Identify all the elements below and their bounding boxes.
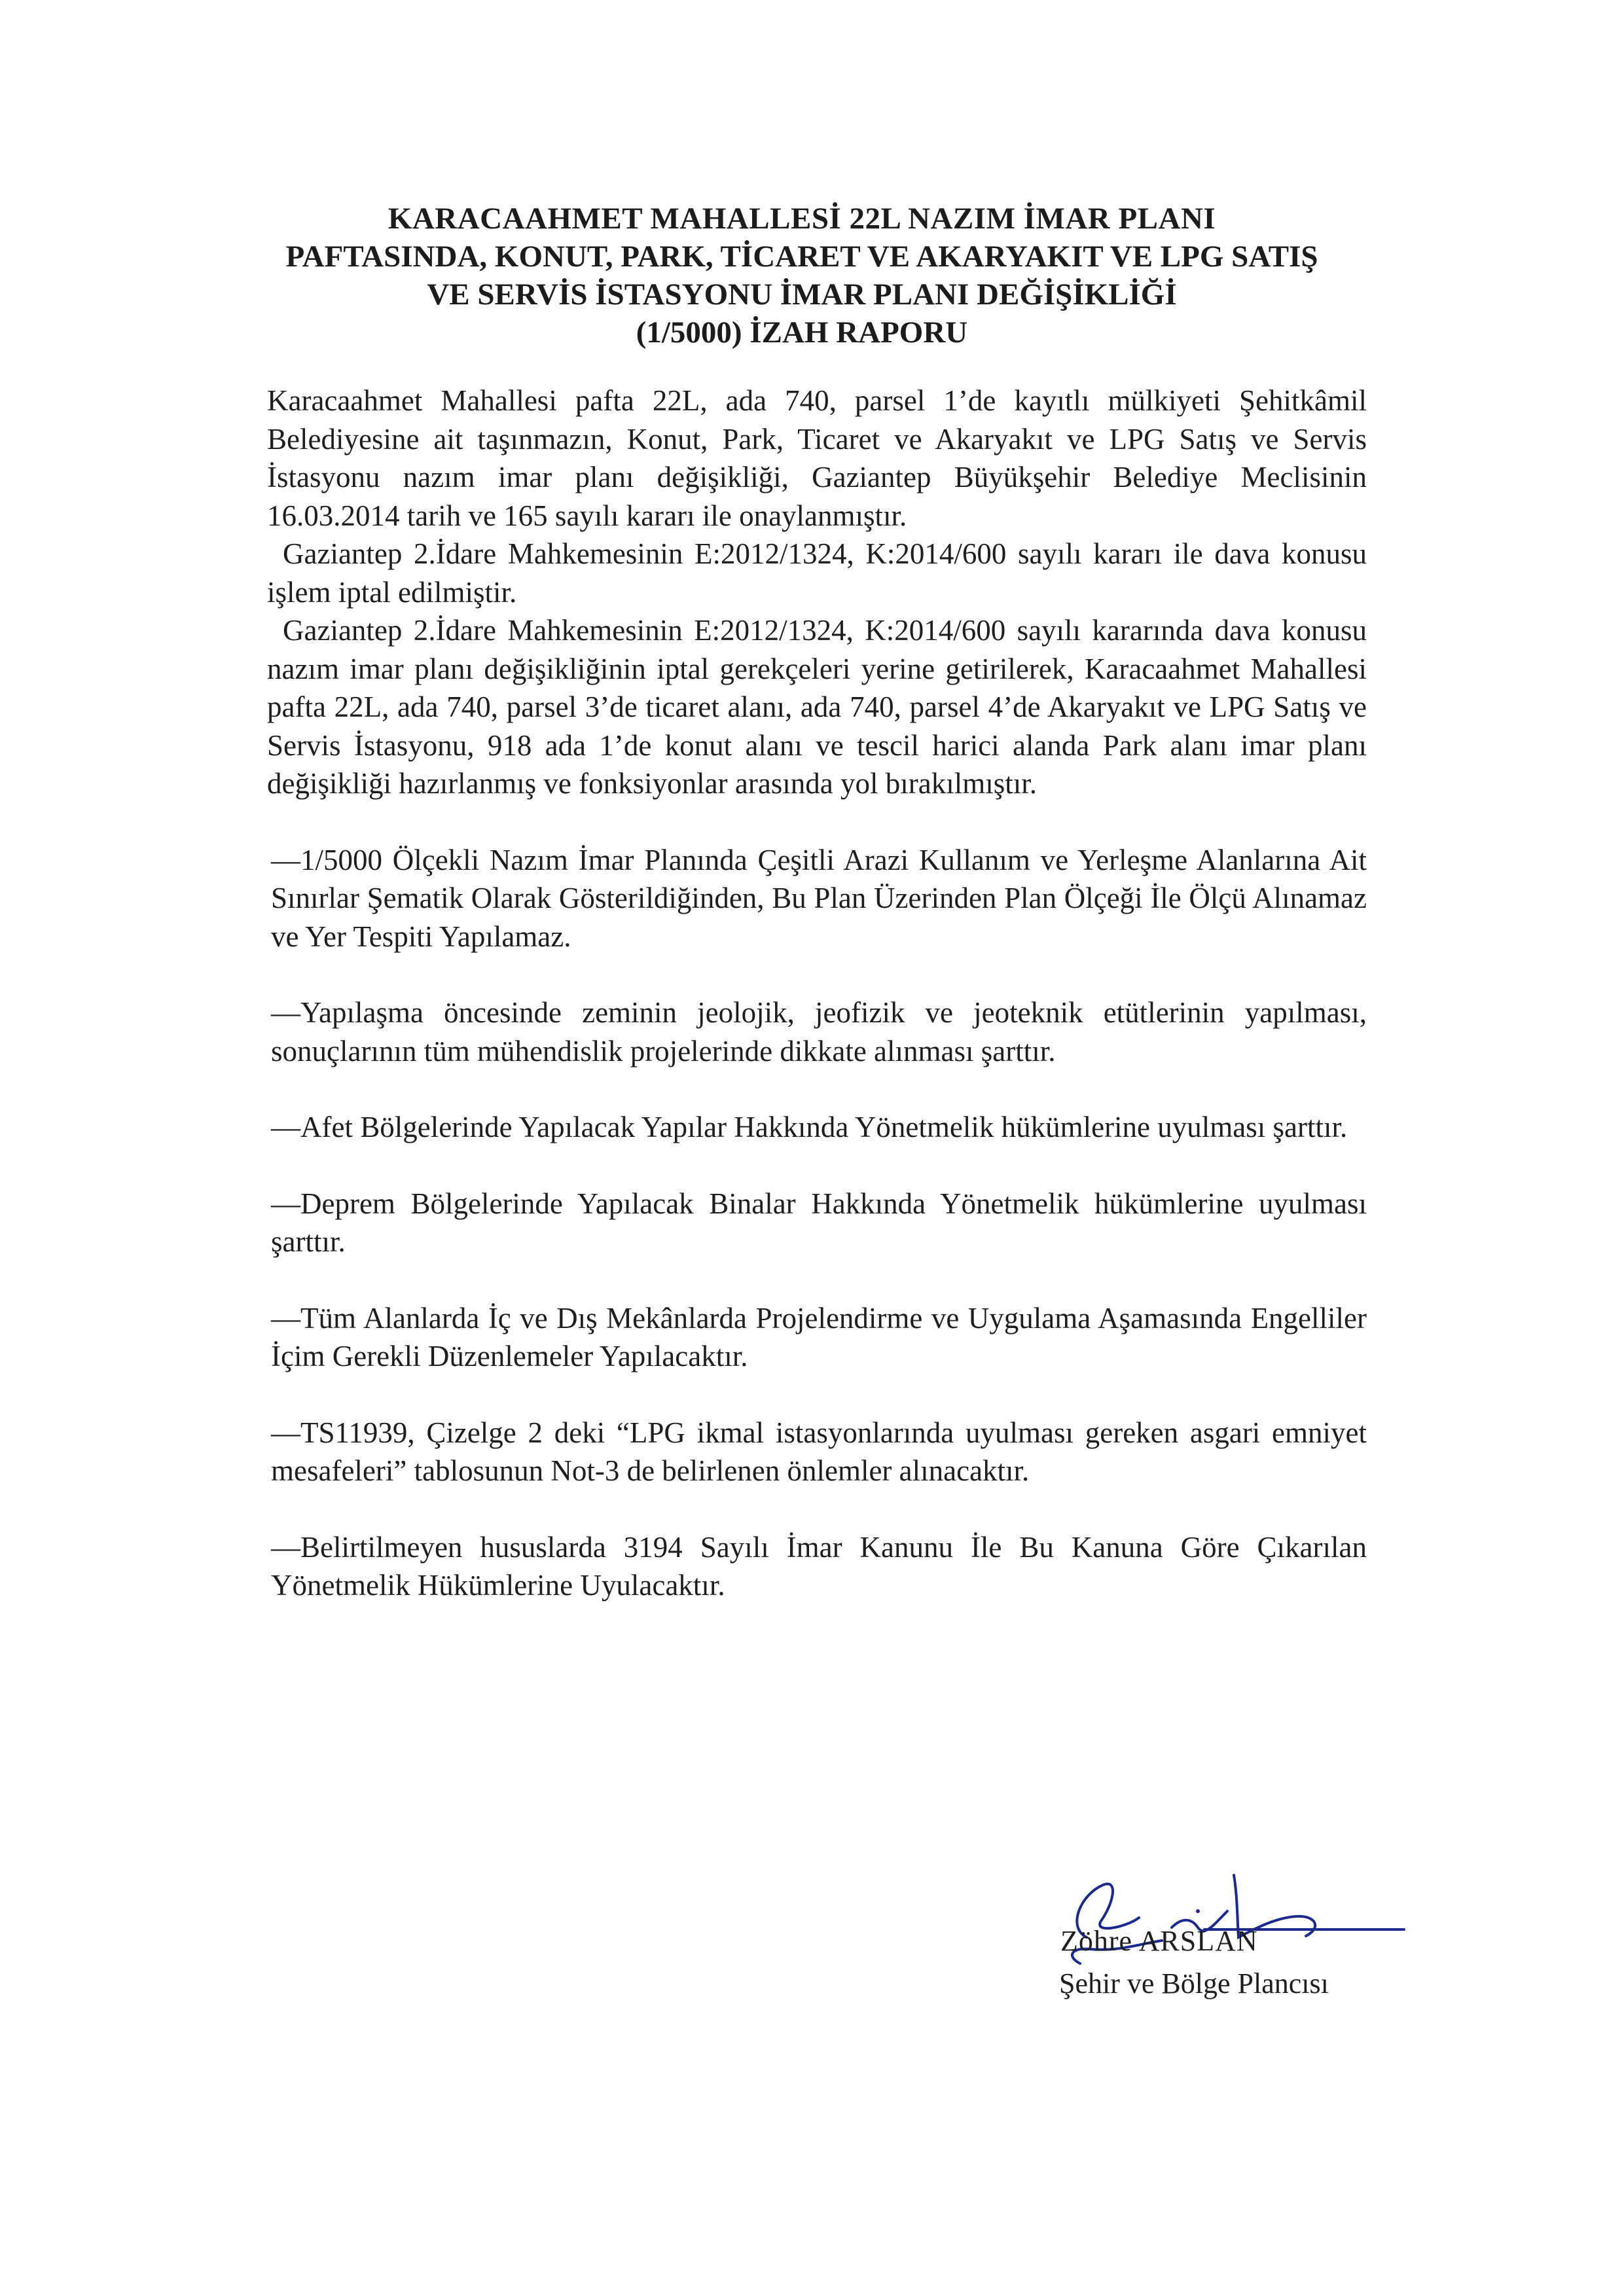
note-3: —Afet Bölgelerinde Yapılacak Yapılar Hakkında Yönetmelik hükümlerine uyulması şarttır. (271, 1111, 1348, 1143)
note-2: —Yapılaşma öncesinde zeminin jeolojik, jeofizik ve jeoteknik etütlerinin yapılması, sonuçlarının tüm mühendislik projelerinde dikkate alınması şarttır. (271, 996, 1367, 1067)
paragraph-2 (267, 535, 1367, 611)
paragraph-1 (267, 382, 1367, 535)
note-7: —Belirtilmeyen hususlarda 3194 Sayılı İmar Kanunu İle Bu Kanuna Göre Çıkarılan Yönetmelik Hükümlerine Uyulacaktır. (271, 1530, 1367, 1602)
note-6: —TS11939, Çizelge 2 deki “LPG ikmal istasyonlarında uyulması gereken asgari emniyet mesafeleri” tablosunun Not-3 de belirlenen önlemler alınacaktır. (271, 1416, 1367, 1487)
paragraph-3-text: Gaziantep 2.İdare Mahkemesinin E:2012/1324, K:2014/600 sayılı kararında dava konusu nazım imar planı değişikliğinin iptal gerekçeleri yerine getirilerek, Karacaahmet Mahallesi pafta 22L, ada 740, parsel 3’de ticaret alanı, ada 740, parsel 4’de Akaryakıt ve LPG Satış ve Servis İstasyonu, 918 ada 1’de konut alanı ve tescil harici alanda Park alanı imar planı değişikliği hazırlanmış ve fonksiyonlar arasında yol bırakılmıştır. (267, 614, 1367, 800)
signatory-name: Zöhre ARSLAN (1060, 1925, 1258, 1957)
notes-list (267, 841, 1367, 1605)
signatory-role: Şehir ve Bölge Plancısı (1059, 1967, 1329, 2000)
title-line-1: KARACAAHMET MAHALLESİ 22L NAZIM İMAR PLANI (388, 202, 1216, 236)
title-line-4: (1/5000) İZAH RAPORU (636, 315, 968, 350)
title-line-2: PAFTASINDA, KONUT, PARK, TİCARET VE AKARYAKIT VE LPG SATIŞ (285, 240, 1318, 274)
note-4: —Deprem Bölgelerinde Yapılacak Binalar Hakkında Yönetmelik hükümlerine uyulması şarttır. (271, 1187, 1367, 1258)
report-body (267, 382, 1367, 1605)
note-1: —1/5000 Ölçekli Nazım İmar Planında Çeşitli Arazi Kullanım ve Yerleşme Alanlarına Ait Sınırlar Şematik Olarak Gösterildiğinden, Bu Plan Üzerinden Plan Ölçeği İle Ölçü Alınamaz ve Yer Tespiti Yapılamaz. (271, 843, 1367, 953)
paragraph-1-text: Karacaahmet Mahallesi pafta 22L, ada 740, parsel 1’de kayıtlı mülkiyeti Şehitkâmil Belediyesine ait taşınmazın, Konut, Park, Ticaret ve Akaryakıt ve LPG Satış ve Servis İstasyonu nazım imar planı değişikliği, Gaziantep Büyükşehir Belediye Meclisinin 16.03.2014 tarih ve 165 sayılı kararı ile onaylanmıştır. (267, 384, 1367, 532)
document-title (105, 200, 1499, 351)
paragraph-3 (267, 611, 1367, 803)
title-line-3: VE SERVİS İSTASYONU İMAR PLANI DEĞİŞİKLİĞİ (427, 278, 1177, 312)
paragraph-2-text: Gaziantep 2.İdare Mahkemesinin E:2012/1324, K:2014/600 sayılı kararı ile dava konusu işlem iptal edilmiştir. (267, 537, 1367, 609)
note-5: —Tüm Alanlarda İç ve Dış Mekânlarda Projelendirme ve Uygulama Aşamasında Engelliler İçim Gerekli Düzenlemeler Yapılacaktır. (271, 1301, 1367, 1372)
